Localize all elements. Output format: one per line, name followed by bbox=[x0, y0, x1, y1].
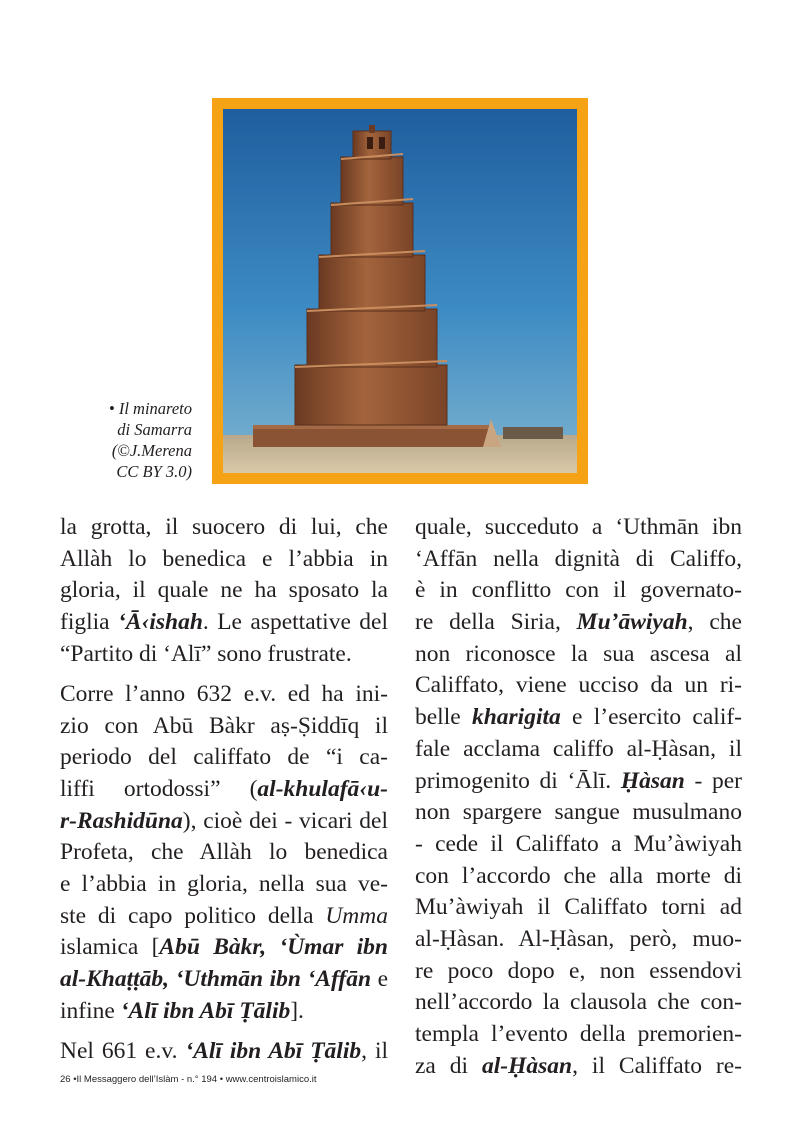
right-column bbox=[415, 512, 742, 1082]
text-line: belle kharigita e l’esercito calif- bbox=[415, 704, 742, 731]
text-line: gloria, il quale ne ha sposato la bbox=[60, 577, 388, 604]
text-line: quale, succeduto a ‘Uthmān ibn bbox=[415, 514, 742, 540]
italic-term: Umma bbox=[325, 902, 388, 929]
text-line: ‘Affān nella dignità di Califfo, bbox=[415, 545, 742, 572]
text-line: fale acclama califfo al-Ḥàsan, il bbox=[415, 735, 742, 762]
text-line: Profeta, che Allàh lo benedica bbox=[60, 839, 388, 866]
figure-frame bbox=[212, 98, 588, 484]
paragraph bbox=[60, 1036, 388, 1068]
text-line: zio con Abū Bàkr aṣ-Ṣiddīq il bbox=[60, 712, 388, 739]
text-line: primogenito di ‘Ālī. Ḥàsan - per bbox=[415, 767, 742, 794]
text-line: la grotta, il suocero di lui, che bbox=[60, 514, 388, 540]
bold-italic-term: r-Rashidūna bbox=[60, 807, 183, 834]
text-line: periodo del califfato de “i ca- bbox=[60, 744, 388, 771]
bold-italic-term: Mu’āwiyah bbox=[576, 609, 688, 636]
left-column bbox=[60, 512, 388, 1068]
bold-italic-term: al-Ḥàsan bbox=[482, 1052, 573, 1079]
paragraph bbox=[60, 512, 388, 670]
caption-line: • Il minareto bbox=[108, 399, 192, 418]
text-line: al-Ḥàsan. Al-Ḥàsan, però, muo- bbox=[415, 925, 742, 952]
text-line: Mu’àwiyah il Califfato torni ad bbox=[415, 894, 742, 921]
bold-italic-term: ‘Alī ibn Abī Ṭālib bbox=[120, 997, 291, 1024]
text-line: al-Khaṭṭāb, ‘Uthmān ibn ‘Affān e bbox=[60, 966, 388, 993]
text-line: “Partito di ‘Alī” sono frustrate. bbox=[60, 640, 352, 667]
bold-italic-term: ‘Ā‹ishah bbox=[118, 609, 203, 636]
text-line: non spargere sangue musulmano bbox=[415, 799, 742, 826]
text-line: za di al-Ḥàsan, il Califfato re- bbox=[415, 1052, 742, 1079]
paragraph bbox=[60, 679, 388, 1028]
bold-italic-term: kharigita bbox=[471, 704, 561, 731]
text-line: re della Siria, Mu’āwiyah, che bbox=[415, 609, 742, 636]
bold-italic-term: Ḥàsan bbox=[620, 767, 685, 794]
text-line: Califfato, viene ucciso da un ri- bbox=[415, 672, 742, 699]
bold-italic-term: al-Khaṭṭāb, ‘Uthmān ibn ‘Affān bbox=[60, 966, 372, 993]
text-line: liffi ortodossi” (al-khulafā‹u- bbox=[60, 776, 388, 802]
text-line: è in conflitto con il governato- bbox=[415, 577, 742, 604]
paragraph bbox=[415, 512, 742, 1082]
text-line: nell’accordo la clausola che con- bbox=[415, 989, 742, 1016]
text-line: con l’accordo che alla morte di bbox=[415, 862, 742, 889]
minaret-photo bbox=[223, 109, 577, 473]
bold-italic-term: Abū Bàkr, ‘Ùmar ibn bbox=[159, 934, 388, 961]
text-line: non riconosce la sua ascesa al bbox=[415, 640, 742, 667]
text-line: islamica [Abū Bàkr, ‘Ùmar ibn bbox=[60, 934, 388, 961]
text-line: - cede il Califfato a Mu’àwiyah bbox=[415, 830, 742, 857]
text-line: infine ‘Alī ibn Abī Ṭālib]. bbox=[60, 997, 304, 1024]
text-line: e l’abbia in gloria, nella sua ve- bbox=[60, 871, 388, 898]
text-line: re poco dopo e, non essendovi bbox=[415, 957, 742, 984]
page-footer: 26 •Il Messaggero dell’Islàm - n.° 194 • www.centroislamico.it bbox=[60, 1074, 317, 1085]
text-line: templa l’evento della premorien- bbox=[415, 1021, 742, 1047]
caption-line: CC BY 3.0) bbox=[116, 462, 192, 481]
bold-italic-term: ‘Alī ibn Abī Ṭālib bbox=[185, 1038, 362, 1064]
text-line: Allàh lo benedica e l’abbia in bbox=[60, 545, 388, 572]
figure-caption bbox=[60, 398, 192, 482]
text-line: ste di capo politico della Umma bbox=[60, 902, 388, 929]
caption-line: (©J.Merena bbox=[111, 441, 192, 460]
text-line: Corre l’anno 632 e.v. ed ha ini- bbox=[60, 680, 388, 707]
text-line: Nel 661 e.v. ‘Alī ibn Abī Ṭālib, il bbox=[60, 1038, 388, 1064]
bold-italic-term: al-khulafā‹u- bbox=[257, 776, 388, 802]
text-line: r-Rashidūna), cioè dei - vicari del bbox=[60, 807, 388, 834]
caption-line: di Samarra bbox=[117, 420, 192, 439]
text-line: figlia ‘Ā‹ishah. Le aspettative del bbox=[60, 609, 389, 636]
